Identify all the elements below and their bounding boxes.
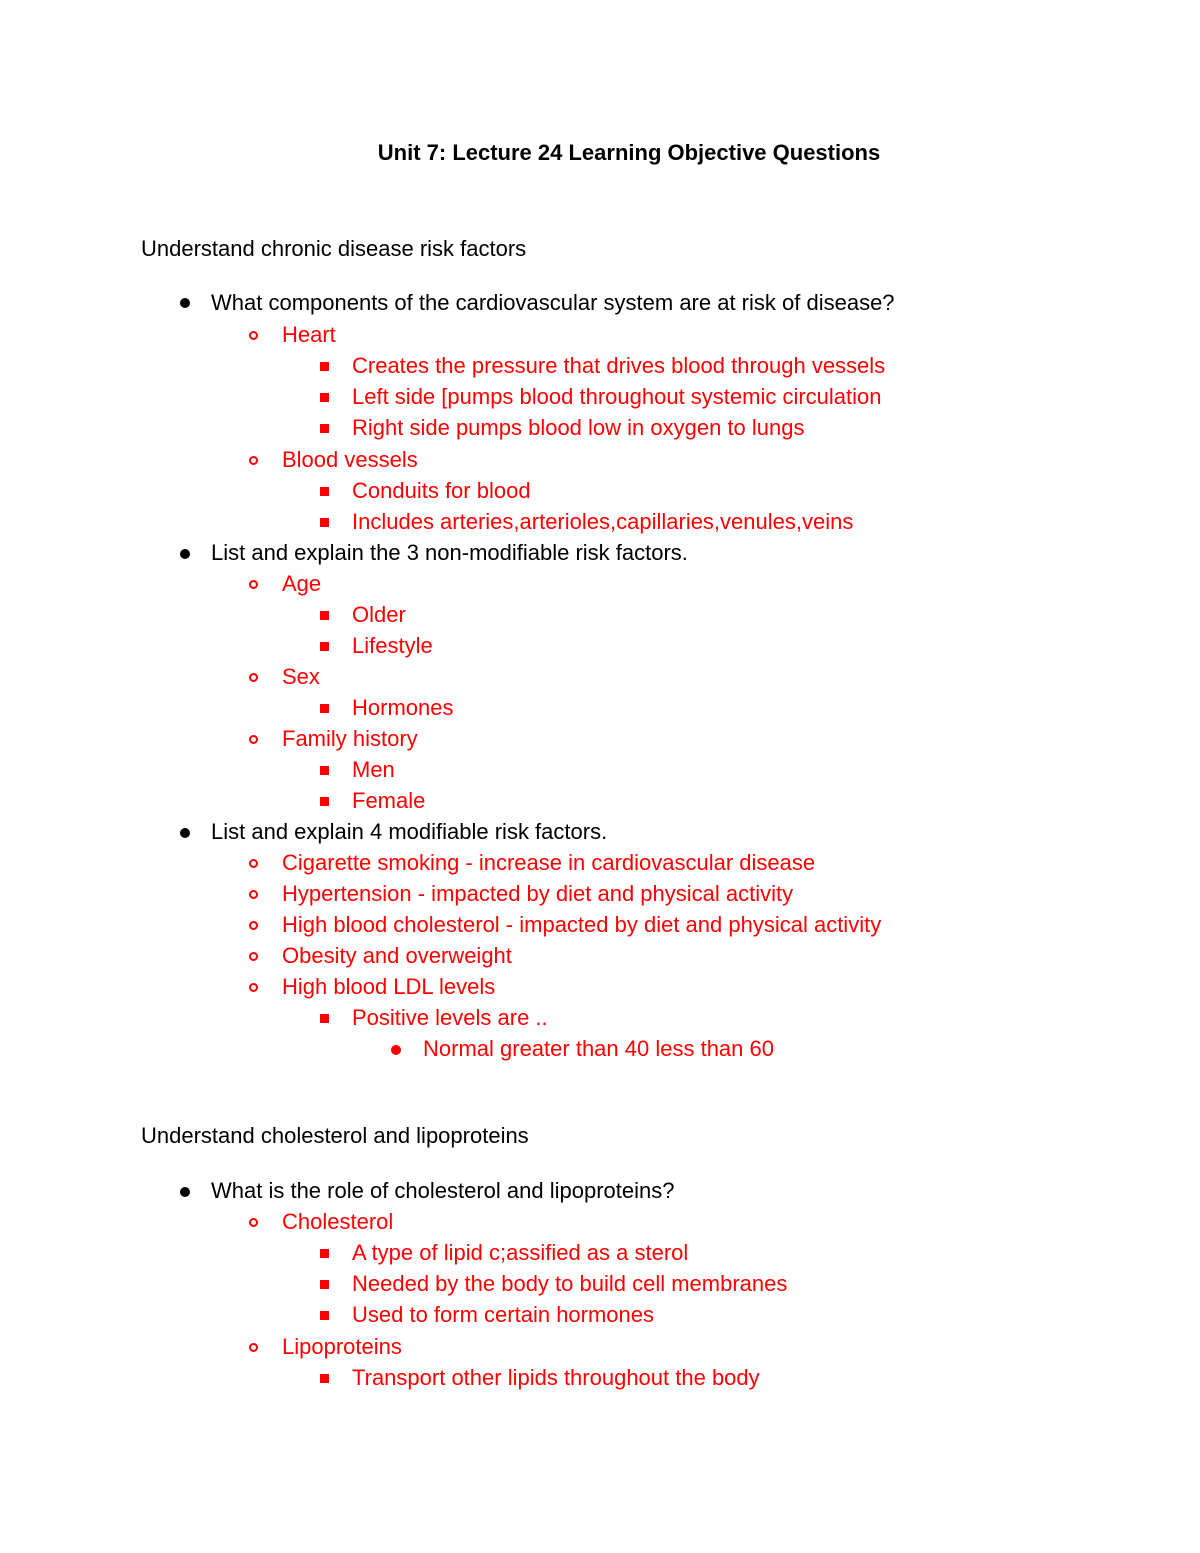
list-item: High blood cholesterol - impacted by diet and physical activity [282, 912, 882, 937]
square-bullet-icon [320, 393, 329, 402]
hollow-bullet-icon [249, 735, 258, 744]
square-bullet-icon [320, 611, 329, 620]
list-item: Positive levels are .. [352, 1005, 548, 1030]
hollow-bullet-icon [249, 983, 258, 992]
list-item: Transport other lipids throughout the body [352, 1365, 760, 1390]
list-item: Normal greater than 40 less than 60 [423, 1036, 774, 1061]
hollow-bullet-icon [249, 1218, 258, 1227]
hollow-bullet-icon [249, 890, 258, 899]
list-item: Hormones [352, 695, 454, 720]
square-bullet-icon [320, 797, 329, 806]
list-item: Cigarette smoking - increase in cardiovascular disease [282, 850, 816, 875]
square-bullet-icon [320, 362, 329, 371]
bullet-icon [180, 549, 190, 559]
list-item: Conduits for blood [352, 478, 531, 503]
answer-sex: Sex [282, 664, 320, 689]
bullet-icon [180, 828, 190, 838]
square-bullet-icon [320, 424, 329, 433]
list-item: Hypertension - impacted by diet and physical activity [282, 881, 794, 906]
list-item: Men [352, 757, 395, 782]
answer-lipoproteins: Lipoproteins [282, 1334, 402, 1359]
page-title: Unit 7: Lecture 24 Learning Objective Questions [377, 140, 881, 165]
list-item: Lifestyle [352, 633, 433, 658]
square-bullet-icon [320, 487, 329, 496]
hollow-bullet-icon [249, 673, 258, 682]
bullet-icon [391, 1045, 401, 1055]
section-heading-risk-factors: Understand chronic disease risk factors [141, 236, 527, 261]
hollow-bullet-icon [249, 921, 258, 930]
list-item: Older [352, 602, 406, 627]
question-cv-components: What components of the cardiovascular system are at risk of disease? [211, 290, 895, 315]
square-bullet-icon [320, 704, 329, 713]
list-item: High blood LDL levels [282, 974, 496, 999]
square-bullet-icon [320, 642, 329, 651]
list-item: Includes arteries,arterioles,capillaries,venules,veins [352, 509, 854, 534]
bullet-icon [180, 298, 190, 308]
answer-age: Age [282, 571, 322, 596]
hollow-bullet-icon [249, 456, 258, 465]
bullet-icon [180, 1187, 190, 1197]
answer-blood-vessels: Blood vessels [282, 447, 418, 472]
question-modifiable: List and explain 4 modifiable risk factors. [211, 819, 608, 844]
list-item: Creates the pressure that drives blood through vessels [352, 353, 886, 378]
list-item: Used to form certain hormones [352, 1302, 655, 1327]
square-bullet-icon [320, 1280, 329, 1289]
hollow-bullet-icon [249, 1343, 258, 1352]
list-item: Needed by the body to build cell membranes [352, 1271, 788, 1296]
hollow-bullet-icon [249, 952, 258, 961]
question-cholesterol-role: What is the role of cholesterol and lipoproteins? [211, 1178, 675, 1203]
list-item: Left side [pumps blood throughout systemic circulation [352, 384, 882, 409]
list-item: A type of lipid c;assified as a sterol [352, 1240, 689, 1265]
square-bullet-icon [320, 1249, 329, 1258]
square-bullet-icon [320, 1014, 329, 1023]
answer-family-history: Family history [282, 726, 418, 751]
list-item: Female [352, 788, 426, 813]
section-heading-cholesterol: Understand cholesterol and lipoproteins [141, 1123, 529, 1148]
answer-cholesterol: Cholesterol [282, 1209, 394, 1234]
hollow-bullet-icon [249, 580, 258, 589]
square-bullet-icon [320, 766, 329, 775]
square-bullet-icon [320, 518, 329, 527]
square-bullet-icon [320, 1311, 329, 1320]
list-item: Right side pumps blood low in oxygen to lungs [352, 415, 805, 440]
square-bullet-icon [320, 1374, 329, 1383]
question-non-modifiable: List and explain the 3 non-modifiable risk factors. [211, 540, 688, 565]
list-item: Obesity and overweight [282, 943, 512, 968]
answer-heart: Heart [282, 322, 336, 347]
hollow-bullet-icon [249, 859, 258, 868]
hollow-bullet-icon [249, 331, 258, 340]
